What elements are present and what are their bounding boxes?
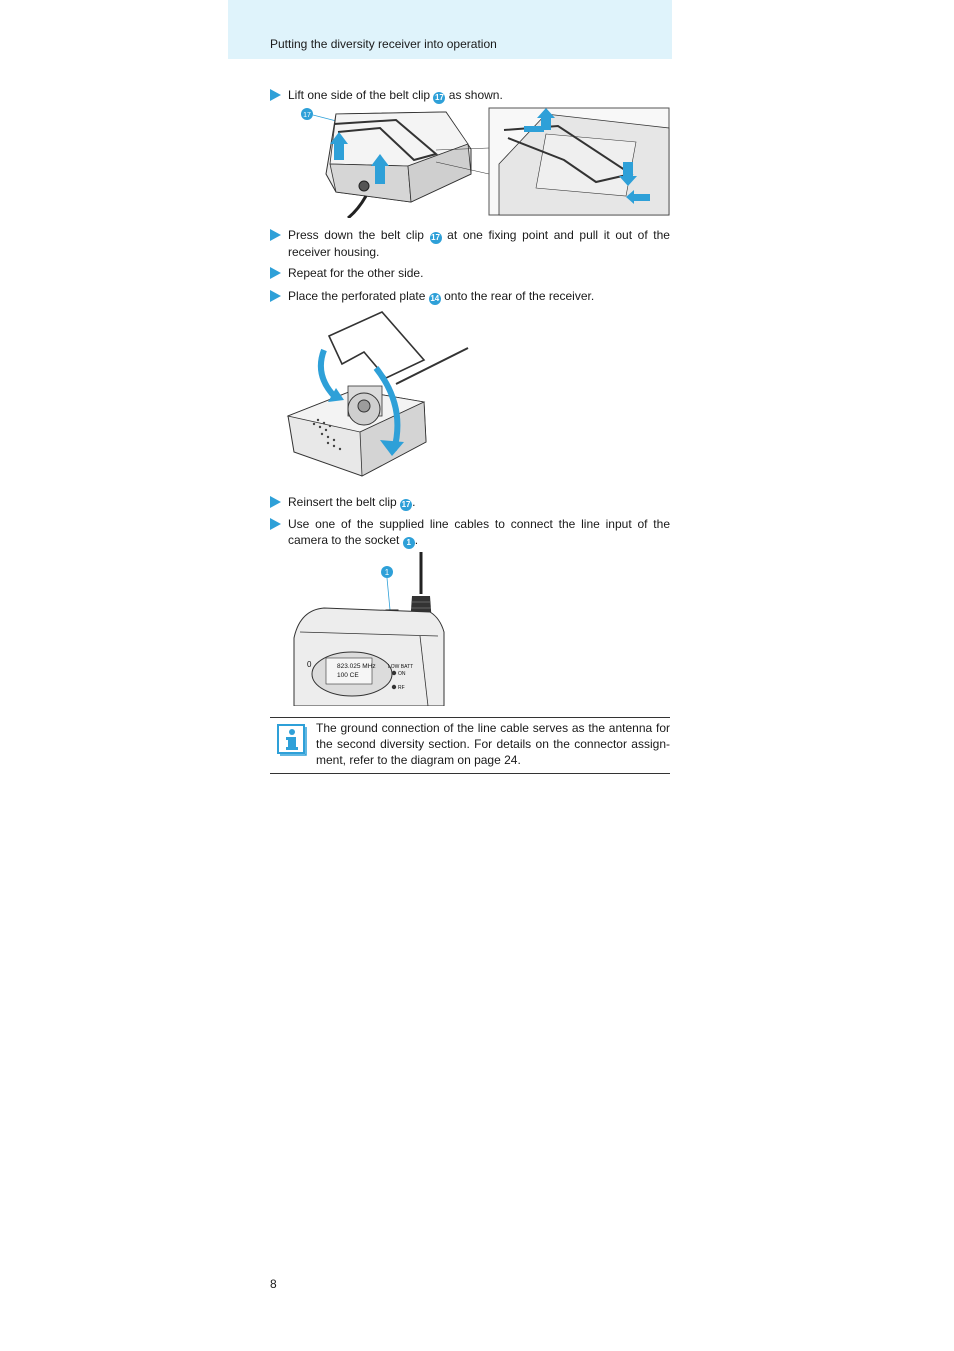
display-preset: 100 CE (337, 672, 359, 679)
belt-clip-removal-figure (296, 104, 672, 218)
figure-callout-label: 17 (303, 112, 311, 119)
bullet-arrow-icon (270, 229, 281, 241)
instruction-step-4: Place the perforated plate 14 onto the rear of the receiver. (270, 288, 670, 305)
callout-number: 17 (431, 233, 440, 242)
bullet-arrow-icon (270, 290, 281, 302)
display-left-label: 0 (307, 660, 312, 669)
info-icon (277, 724, 307, 756)
page-number: 8 (270, 1277, 277, 1291)
instruction-step-5: Reinsert the belt clip 17 . (270, 494, 670, 511)
callout-number: 14 (430, 294, 440, 303)
bullet-arrow-icon (270, 89, 281, 101)
rf-label: RF (398, 685, 405, 691)
line-socket-figure (290, 552, 450, 706)
note-bottom-rule (270, 773, 670, 774)
callout-number: 1 (403, 537, 415, 549)
instruction-step-6: Use one of the supplied line cables to connect the line input of the camera to the socket 1 . (270, 516, 670, 549)
bullet-arrow-icon (270, 267, 281, 279)
display-frequency: 823.025 MHz (337, 663, 376, 670)
lowbatt-label: LOW BATT (388, 664, 414, 670)
instruction-step-1: Lift one side of the belt clip 17 as shown. (270, 87, 670, 104)
callout-number: 17 (434, 93, 444, 102)
on-label: ON (398, 671, 406, 677)
instruction-step-2: Press down the belt clip 17 at one fixing point and pull it out of the receiver housing. (270, 227, 670, 260)
socket-callout-label: 1 (384, 568, 390, 577)
bullet-arrow-icon (270, 496, 281, 508)
perforated-plate-figure (284, 306, 474, 486)
callout-number: 17 (401, 500, 411, 509)
note-text: The ground connection of the line cable serves as the antenna for the second diversity section. For details on the connector assign-ment, refer to the diagram on page 24. (316, 721, 670, 767)
bullet-arrow-icon (270, 518, 281, 530)
instruction-step-3: Repeat for the other side. (270, 265, 670, 281)
page-header-title: Putting the diversity receiver into operation (270, 37, 497, 51)
note-top-rule (270, 717, 670, 718)
